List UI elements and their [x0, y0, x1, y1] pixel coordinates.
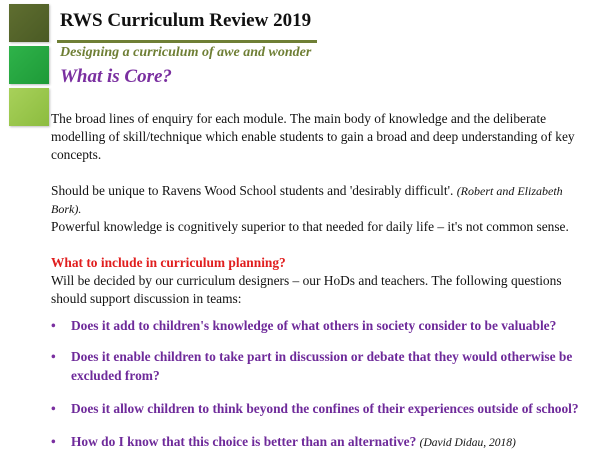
unique-citation: (Robert and Elizabeth Bork). [51, 184, 563, 216]
decor-square-light-green [9, 88, 49, 126]
list-item [51, 347, 591, 385]
decor-square-green [9, 46, 49, 84]
bullet-icon: • [51, 349, 56, 364]
unique-text: Should be unique to Ravens Wood School students and 'desirably difficult'. [51, 183, 454, 198]
planning-heading: What to include in curriculum planning? [51, 255, 286, 270]
question-text: Does it allow children to think beyond the confines of their experiences outside of school? [71, 401, 579, 416]
slide-body [51, 110, 591, 451]
question-text: Does it add to children's knowledge of what others in society consider to be valuable? [71, 318, 557, 333]
question-text: Does it enable children to take part in discussion or debate that they would otherwise be excluded from? [71, 349, 573, 383]
question-citation: (David Didau, 2018) [419, 437, 516, 449]
unique-paragraph [51, 182, 591, 218]
question-list [51, 316, 591, 451]
slide-title: RWS Curriculum Review 2019 [60, 10, 312, 31]
bullet-icon: • [51, 401, 56, 416]
bullet-icon: • [51, 318, 56, 333]
title-underline [57, 40, 317, 43]
list-item [51, 316, 591, 335]
list-item [51, 399, 591, 418]
list-item [51, 432, 591, 451]
intro-paragraph: The broad lines of enquiry for each module. The main body of knowledge and the deliberate modelling of skill/technique which enable students to gain a broad and deep understanding of key concepts. [51, 111, 575, 162]
decor-square-dark-green [9, 4, 49, 42]
question-text: How do I know that this choice is better than an alternative? [71, 434, 417, 449]
slide-subtitle: Designing a curriculum of awe and wonder [60, 45, 312, 60]
powerful-knowledge-paragraph: Powerful knowledge is cognitively superior to that needed for daily life – it's not common sense. [51, 219, 569, 234]
decided-paragraph: Will be decided by our curriculum designers – our HoDs and teachers. The following questions should support discussion in teams: [51, 273, 562, 306]
bullet-icon: • [51, 434, 56, 449]
section-heading: What is Core? [60, 66, 172, 87]
